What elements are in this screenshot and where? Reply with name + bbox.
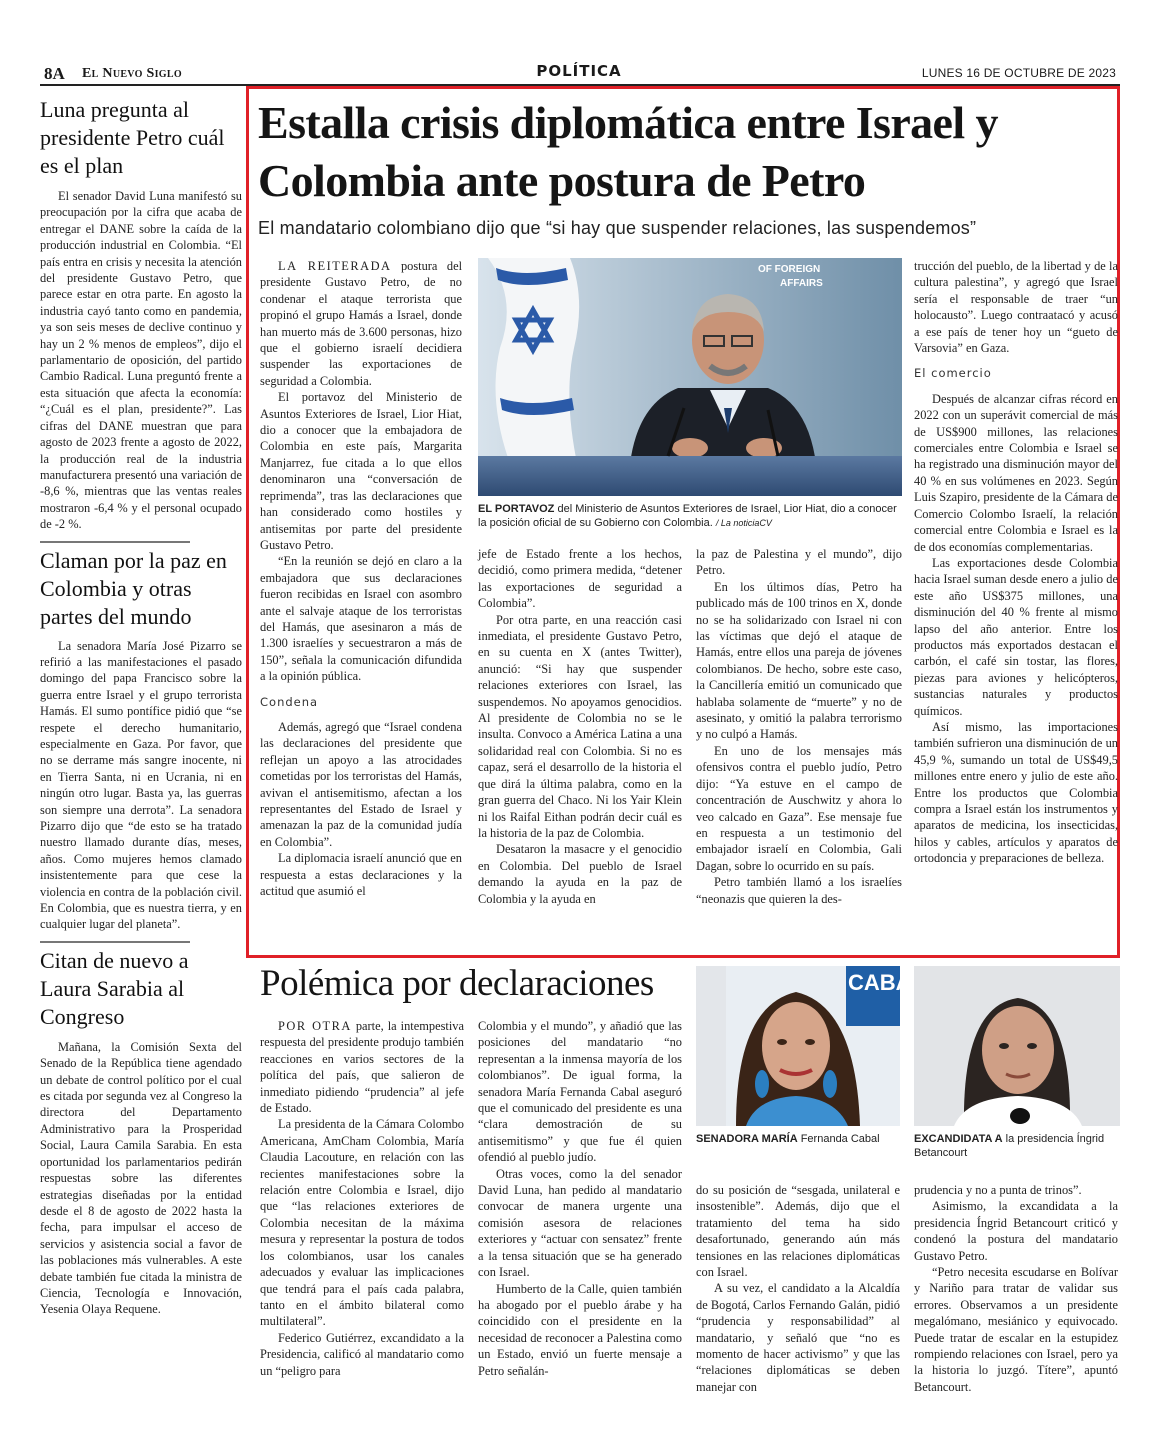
paragraph: Otras voces, como la del senador David Luna, han pedido al mandatario convocar de manera urgente una comisión asesora de relaciones exteriores y “actuar con sensatez” frente a la tensa situación que se ha generado con Israel. (478, 1166, 682, 1280)
sidebar-body-3: Mañana, la Comisión Sexta del Senado de la República tiene agendado un debate de control político por el cual es citada por segunda vez al Congreso la directora del Departamento Administrativo para la Prosperidad Social, Laura Camila Sarabia. En esta oportunidad los parlamentarios pedirán respuestas sobre las diferentes estrategias diseñadas por la entidad desde el 8 de agosto de 2022 hasta la fecha, para impulsar el acceso de servicios y asistencia social a favor de las poblaciones más vulnerables. A este debate también fue citada la ministra de Ciencia, Tecnología e Innovación, Yesenia Olaya Requene. (40, 1039, 242, 1317)
paragraph: A su vez, el candidato a la Alcaldía de Bogotá, Carlos Fernando Galán, pidió “prudencia y responsabilidad” al mandatario, y señaló que “no es momento de hacer activismo” y que las “relaciones diplomáticas se deben manejar con (696, 1281, 900, 1394)
background-text: CABA (848, 970, 912, 995)
sidebar-headline-2: Claman por la paz en Colombia y otras partes del mundo (40, 547, 227, 629)
paragraph: Desataron la masacre y el genocidio en Colombia. Del pueblo de Israel demando la ayuda en la paz de Colombia y la ayuda en (478, 842, 682, 906)
second-column-4 (914, 1182, 1118, 1395)
spokesman-photo (478, 258, 902, 496)
paragraph: postura del presidente Gustavo Petro, de no condenar el ataque terrorista que propinó el grupo Hamás a Israel, donde han muerto más de 3.600 personas, hizo que el gobierno israelí decidiera suspender las exportaciones de seguridad a Colombia. (260, 259, 463, 388)
issue-date: LUNES 16 DE OCTUBRE DE 2023 (921, 66, 1116, 80)
cabal-photo-image (696, 966, 912, 1126)
photo-credit: / La noticiaCV (715, 518, 772, 529)
cabal-caption (696, 1132, 900, 1146)
paragraph: prudencia y no a punta de trinos”. (914, 1183, 1082, 1197)
cabal-photo (696, 966, 912, 1126)
paragraph: Las exportaciones desde Colombia hacia Israel suman desde enero a julio de este año US$375 millones, una disminución del 40 % frente al mismo lapso del año anterior. Entre los productos más exportados destacan el carbón, el café sin tostar, las flores, piezas para aviones y helicópteros, sustancias naturales y productos químicos. (914, 555, 1118, 718)
main-column-1 (260, 258, 462, 899)
section-subtitle: El comercio (914, 366, 992, 381)
paragraph: Por otra parte, en una reacción casi inmediata, el presidente Gustavo Petro, en su cuenta en X (antes Twitter), anunció: “Si hay que suspender relaciones exteriores con Israel, las suspendemos. No apoyamos genocidios. Al presidente de Colombia no se le insulta. Convoco a América Latina a una solidaridad real con Colombia. Si no es capaz, será el desarrollo de la historia el que dirá la última palabra, como en la gran guerra del Chaco. Ni los Yair Klein ni los Raifal Eithan podrán decir cuál es la historia de la paz de Colombia. (478, 612, 682, 840)
spokesman-photo-image (478, 258, 902, 496)
paragraph: La presidenta de la Cámara Colombo Americana, AmCham Colombia, María Claudia Lacouture, en relación con las recientes manifestaciones sobre la relación entre Colombia e Israel, dijo que “las relaciones exteriores de Colombia necesitan de la máxima mesura y representar la postura de todos los colombianos, usar los canales adecuados y evaluar las implicaciones que tendrá para el país cada palabra, tanto en el ámbito bilateral como multilateral”. (260, 1117, 464, 1329)
paragraph: “Petro necesita escudarse en Bolívar y Nariño para tratar de validar sus errores. Observamos a un presidente megalómano, mesiánico y equivocado. Puede tratar de escalar en la estupidez rompiendo relaciones con Israel, pero ya la historia lo juzgó. Títere”, apuntó Betancourt. (914, 1265, 1118, 1394)
sidebar-divider (40, 541, 190, 543)
section-subtitle: Condena (260, 694, 319, 709)
paragraph: En los últimos días, Petro ha publicado más de 100 trinos en X, donde no se ha solidarizado con Israel ni con las víctimas que dejó el ataque de Hamás, entre ellos una pareja de jóvenes colombianos. De hecho, sobre este caso, la Cancillería emitió un comunicado que hablaba solamente de “muerte” y no de asesinato, y omitió la palabra terrorismo y no culpó a Hamás. (696, 579, 902, 742)
wall-text: OF FOREIGN (758, 264, 821, 275)
second-headline: Polémica por declaraciones (260, 963, 654, 1004)
paragraph: jefe de Estado frente a los hechos, decidió, como primera medida, “detener las exportaciones de seguridad a Colombia”. (478, 547, 682, 611)
main-column-4 (914, 258, 1118, 867)
main-photo-caption (478, 502, 904, 531)
page-number: 8A (44, 64, 65, 83)
second-column-2 (478, 1018, 682, 1379)
section-title: POLÍTICA (536, 62, 622, 80)
lead-word: POR OTRA (278, 1019, 352, 1033)
sidebar-headline-3: Citan de nuevo a Laura Sarabia al Congreso (40, 947, 189, 1029)
betancourt-photo-image (914, 966, 1120, 1126)
paragraph: Federico Gutiérrez, excandidato a la Presidencia, calificó al mandatario como un “peligro para (260, 1330, 464, 1378)
sidebar-body-1: El senador David Luna manifestó su preocupación por la cifra que acaba de entregar el DANE sobre la caída de la producción industrial en Colombia. “El país entra en crisis y necesita la atención del presidente Gustavo Petro, que parece estar en otra parte. En agosto la industria cayó tanto como en pandemia, ya son seis meses de declive continuo y hay un 2 % menos de empleos”, dijo el parlamentario de oposición, del partido Cambio Radical. Luna preguntó frente a esta situación que afecta la economía: “¿Cuál es el plan, presidente?”. Las cifras del DANE muestran que para agosto de 2023 frente a agosto de 2022, la producción real de la industria manufacturera presentó una variación de -8,6 %, mientras que las ventas reales mostraron -6,4 % y el personal ocupado de -2 %. (40, 189, 242, 532)
sidebar-headline-1: Luna pregunta al presidente Petro cuál es el plan (40, 97, 225, 178)
paragraph: La diplomacia israelí anunció que en respuesta a estas declaraciones y la actitud que asumió el (260, 851, 462, 899)
second-column-1 (260, 1018, 464, 1379)
paragraph: Colombia y el mundo”, y añadió que las posiciones del mandatario “no representan a la inmensa mayoría de los colombianos”. De igual forma, la senadora María Fernanda Cabal aseguró que el comunicado del presidente es una “clara demostración de su antisemitismo” y que fue él quien ofendió al pueblo judío. (478, 1019, 682, 1165)
caption-text: la presidencia Íngrid Betancourt (914, 1133, 1105, 1160)
caption-lead: EL PORTAVOZ (478, 503, 555, 515)
paragraph: la paz de Palestina y el mundo”, dijo Petro. (696, 547, 902, 578)
main-subheadline: El mandatario colombiano dijo que “si hay que suspender relaciones, las suspendemos” (258, 218, 977, 238)
main-column-2 (478, 546, 682, 907)
caption-text: del Ministerio de Asuntos Exteriores de Israel, Lior Hiat, dio a conocer la posición oficial de su Gobierno con Colombia. (478, 503, 897, 530)
paragraph: En uno de los mensajes más ofensivos contra el pueblo judío, Petro dijo: “Ya estuve en el campo de concentración de Auschwitz y ahora lo veo calcado en Gaza”. Ese mensaje fue en respuesta a un testimonio del embajador israelí en Colombia, Gali Dagan, sobre lo ocurrido en su país. (696, 743, 902, 873)
paragraph: do su posición de “sesgada, unilateral e insostenible”. Además, dijo que el tratamiento del tema ha sido desafortunado, generando aún más tensiones en las relaciones diplomáticas con Israel. (696, 1183, 900, 1280)
caption-lead: EXCANDIDATA A (914, 1133, 1003, 1145)
sidebar-divider (40, 941, 190, 943)
paragraph: Petro también llamó a los israelíes “neonazis que quieren la des- (696, 875, 902, 906)
second-column-3 (696, 1182, 900, 1395)
paragraph: Asimismo, la excandidata a la presidencia Íngrid Betancourt criticó y condenó la postura del mandatario Gustavo Petro. (914, 1199, 1118, 1263)
paragraph: Así mismo, las importaciones también sufrieron una disminución de un 45,9 %, sumando un total de US$49,5 millones entre enero y julio de este año. Entre los productos que Colombia compra a Israel están los instrumentos y aparatos de medicina, los insecticidas, hilos y cables, artículos y aparatos de ortodoncia y preparaciones de belleza. (914, 719, 1118, 866)
sidebar (40, 96, 242, 1318)
main-headline: Estalla crisis diplomática entre Israel y Colombia ante postura de Petro (258, 97, 998, 206)
paragraph: trucción del pueblo, de la libertad y de la cultura palestina”, y agregó que Israel sería el responsable de traer “un holocausto”. Luego contraatacó y acusó a ese país de tener hoy un “gueto de Varsovia” en Gaza. (914, 259, 1118, 356)
paragraph: Humberto de la Calle, quien también ha abogado por el pueblo árabe y ha coincidido con el presidente en la necesidad de reconocer a Palestina como un Estado, envió un fuerte mensaje a Petro señalán- (478, 1281, 682, 1378)
caption-text: Fernanda Cabal (797, 1133, 880, 1145)
betancourt-caption (914, 1132, 1120, 1161)
betancourt-photo (914, 966, 1120, 1126)
lead-word: LA REITERADA (278, 259, 392, 273)
main-column-3 (696, 546, 902, 907)
paragraph: Después de alcanzar cifras récord en 2022 con un superávit comercial de más de US$900 millones, las relaciones comerciales entre Colombia e Israel se ha registrado una disminución mayor del 40 % en sus volúmenes en 2023. Según Luis Szapiro, presidente de la Cámara de Comercio Colombo Israelí, la relación comercial entre Colombia e Israel es la de dos economías complementarias. (914, 391, 1118, 554)
paragraph: parte, la intempestiva respuesta del presidente produjo también reacciones en varios sectores de la política del país, que salieron de inmediato pidiendo “prudencia” al jefe de Estado. (260, 1019, 464, 1116)
paragraph: “En la reunión se dejó en claro a la embajadora que sus declaraciones fueron recibidas en Israel con asombro ante el salvaje ataque de los terroristas del Hamás, que asesinaron a más de 1.300 israelíes y secuestraron a más de 150”, señala la comunicación difundida a la opinión pública. (260, 554, 462, 684)
newspaper-name: El Nuevo Siglo (82, 66, 182, 81)
paragraph: Además, agregó que “Israel condena las declaraciones del presidente que reflejan un apoyo a las atrocidades cometidas por los terroristas del Hamás, avivan el antisemitismo, afectan a los representantes del Estado de Israel y amenazan la paz de la comunidad judía en Colombia”. (260, 719, 462, 849)
paragraph: El portavoz del Ministerio de Asuntos Exteriores de Israel, Lior Hiat, dio a conocer que la embajadora de Colombia en este país, Margarita Manjarrez, fue citada a lo que ellos denominaron una “conversación de reprimenda”, tras las declaraciones que han considerado como hostiles y antisemitas por parte del presidente Gustavo Petro. (260, 390, 462, 552)
caption-lead: SENADORA MARÍA (696, 1133, 798, 1145)
wall-text: AFFAIRS (780, 278, 823, 289)
sidebar-body-2: La senadora María José Pizarro se refirió a las manifestaciones el pasado domingo del papa Francisco sobre la guerra entre Israel y el grupo terrorista Hamás. El sumo pontífice pidió que “se respete el derecho humanitario, especialmente en Gaza. Por favor, que no se derrame más sangre inocente, ni en Tierra Santa, ni en Ucrania, ni en ningún otro lugar. Basta ya, las guerras son siempre una derrota”. La senadora Pizarro dijo que “de esto se ha tratado nuestro llamado durante días, meses, años. Como mujeres hemos clamado insistentemente para que cese la violencia en contra de la población civil. En Colombia, que es nuestra tierra, y en cualquier lugar del planeta”. (40, 638, 242, 932)
